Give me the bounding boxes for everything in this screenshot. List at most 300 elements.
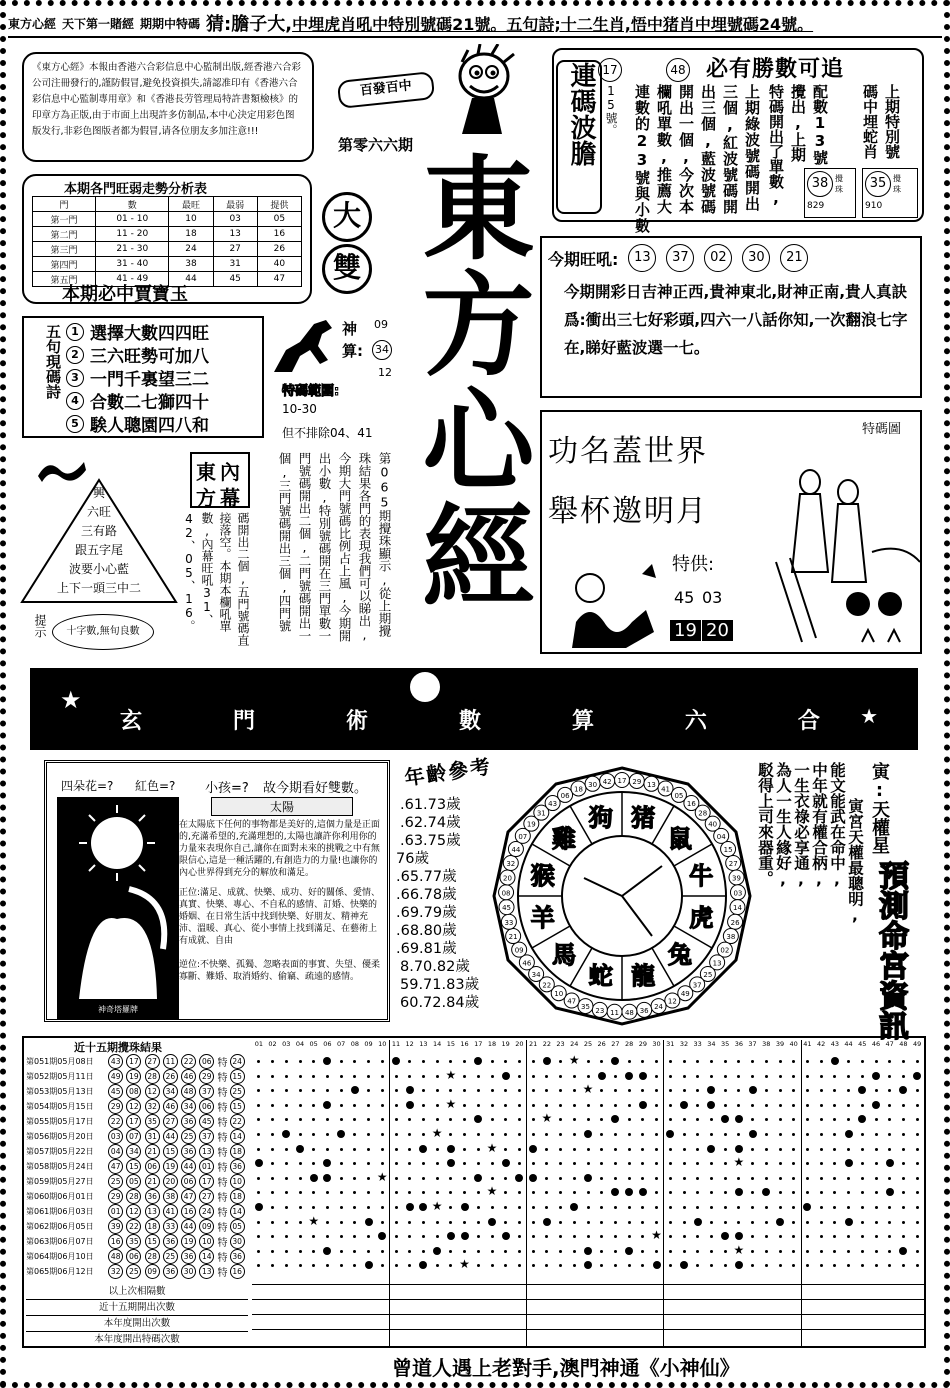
matrix-dot [806,1191,809,1194]
matrix-dot [765,1250,768,1253]
matrix-dot [655,1089,658,1092]
matrix-dot [861,1177,864,1180]
matrix-dot [559,1264,562,1267]
matrix-dot [861,1104,864,1107]
history-row [26,1174,248,1189]
tegong-number: 19 [670,620,701,641]
matrix-hit-mark [502,1159,510,1167]
matrix-dot [449,1118,452,1121]
lianma-col-4: 出三個,藍波號碼 [699,84,717,215]
header-bar [8,10,942,38]
lianma-col-3: 開出一個,今次本 [677,84,695,215]
matrix-dot [655,1177,658,1180]
matrix-dot [463,1250,466,1253]
matrix-dot [271,1191,274,1194]
matrix-dot [779,1075,782,1078]
history-ball: 36 [181,1144,196,1159]
matrix-dot [257,1104,260,1107]
analysis-offer: 40 [257,257,301,272]
history-ball: 29 [108,1099,123,1114]
matrix-dot [696,1191,699,1194]
matrix-column-number: 41 [803,1040,812,1048]
pyramid-lines [20,484,178,598]
banner-char: 六 [684,709,707,734]
zodiac-ring-number [721,842,736,857]
matrix-dot [779,1206,782,1209]
horse-icon [270,316,338,376]
matrix-column-number: 19 [501,1040,510,1048]
matrix-column-number: 31 [666,1040,675,1048]
tarot-negative [179,959,383,983]
matrix-dot [491,1118,494,1121]
matrix-dot [491,1089,494,1092]
matrix-dot [422,1235,425,1238]
matrix-dot [477,1089,480,1092]
matrix-dot [353,1118,356,1121]
gongming-line-2: 舉杯邀明月 [548,494,708,529]
matrix-dot [628,1177,631,1180]
history-ball: 36 [181,1249,196,1264]
matrix-dot [340,1075,343,1078]
matrix-dot [395,1089,398,1092]
history-ball: 25 [108,1174,123,1189]
matrix-column-number: 05 [309,1040,318,1048]
matrix-dot [669,1250,672,1253]
matrix-hit-mark [419,1203,427,1211]
matrix-dot [381,1075,384,1078]
history-ball: 27 [145,1054,160,1069]
matrix-dot [669,1104,672,1107]
matrix-dot [340,1104,343,1107]
matrix-dot [696,1104,699,1107]
history-special-label: 特 [217,1148,228,1159]
matrix-dot [257,1075,260,1078]
matrix-dot [395,1104,398,1107]
matrix-dot [504,1104,507,1107]
matrix-dot [861,1250,864,1253]
matrix-dot [477,1104,480,1107]
matrix-column-number: 38 [762,1040,771,1048]
matrix-dot [408,1221,411,1224]
matrix-dot [820,1075,823,1078]
matrix-dot [724,1221,727,1224]
poem-line [66,320,262,343]
matrix-column-number: 43 [830,1040,839,1048]
history-ball: 30 [181,1264,196,1279]
matrix-dot [326,1264,329,1267]
matrix-hit-mark [323,1174,331,1182]
ages-list [396,796,506,1012]
matrix-dot [861,1191,864,1194]
history-ball: 36 [145,1189,160,1204]
matrix-dot [751,1060,754,1063]
matrix-dot [271,1060,274,1063]
matrix-special-mark: ★ [541,1111,553,1126]
matrix-dot [257,1235,260,1238]
matrix-hit-mark [310,1174,318,1182]
matrix-dot [765,1221,768,1224]
history-ball: 36 [163,1264,178,1279]
sun-q2: 紅色=? [135,779,176,793]
matrix-hit-mark [543,1218,551,1226]
history-special-ball: 36 [230,1249,245,1264]
matrix-dot [408,1162,411,1165]
yin-head: 寅: [869,762,890,801]
tegong-number: 45 [674,588,695,607]
matrix-column-number: 34 [707,1040,716,1048]
matrix-dot [545,1104,548,1107]
matrix-column-number: 25 [583,1040,593,1048]
matrix-dot [724,1206,727,1209]
matrix-dot [655,1250,658,1253]
star-icon: ★ [860,704,878,728]
matrix-dot [559,1075,562,1078]
history-ball: 18 [145,1219,160,1234]
matrix-dot [532,1221,535,1224]
matrix-dot [532,1133,535,1136]
matrix-dot [875,1264,878,1267]
svg-text:17: 17 [617,777,627,785]
matrix-dot [271,1235,274,1238]
matrix-dot [902,1191,905,1194]
history-ball: 45 [108,1084,123,1099]
matrix-dot [669,1089,672,1092]
matrix-dot [271,1148,274,1151]
matrix-dot [669,1221,672,1224]
matrix-dot [395,1177,398,1180]
analysis-gate: 第四門 [33,257,96,272]
matrix-dot [532,1162,535,1165]
svg-text:43: 43 [548,800,558,809]
matrix-dot [340,1177,343,1180]
matrix-dot [463,1221,466,1224]
matrix-dot [532,1089,535,1092]
matrix-hit-mark [611,1115,619,1123]
poem-line [66,366,262,389]
matrix-dot [257,1089,260,1092]
matrix-dot [491,1264,494,1267]
matrix-dot [367,1235,370,1238]
pyramid-line: 波要小心藍 [68,562,129,576]
draw-ball-b-mini: 攪珠 [893,174,901,194]
analysis-range: 01 - 10 [96,212,169,227]
analysis-hot: 10 [169,212,213,227]
matrix-dot [326,1148,329,1151]
special-range: 10-30 [282,402,317,416]
history-special-label: 特 [217,1073,228,1084]
matrix-dot [861,1162,864,1165]
matrix-dot [477,1250,480,1253]
banner-char: 術 [345,709,368,734]
svg-text:21: 21 [508,933,518,942]
analysis-range: 21 - 30 [96,242,169,257]
matrix-hit-mark [584,1261,592,1269]
svg-text:32: 32 [506,859,516,868]
matrix-dot [833,1221,836,1224]
matrix-dot [587,1221,590,1224]
matrix-hit-mark [625,1072,633,1080]
zodiac-ring-number [726,855,741,870]
analysis-row [33,257,302,272]
matrix-hit-mark [735,1188,743,1196]
hot-ball: 30 [742,244,770,272]
matrix-dot [683,1221,686,1224]
matrix-dot [902,1060,905,1063]
matrix-special-mark: ★ [431,1126,443,1140]
matrix-dot [806,1162,809,1165]
matrix-hit-mark [611,1057,619,1065]
matrix-special-mark: ★ [733,1155,745,1170]
banner-chars [120,704,820,735]
history-ball: 12 [126,1204,141,1219]
matrix-hit-mark [735,1115,743,1123]
matrix-dot [792,1162,795,1165]
matrix-hit-mark [611,1188,619,1196]
matrix-dot [655,1206,658,1209]
matrix-dot [847,1089,850,1092]
matrix-dot [669,1075,672,1078]
matrix-hit-mark [735,1145,743,1153]
svg-text:06: 06 [560,791,570,800]
history-ball: 08 [126,1084,141,1099]
matrix-dot [655,1162,658,1165]
analysis-cold: 31 [213,257,257,272]
matrix-footer-row [252,1299,924,1315]
matrix-hit-mark [831,1057,839,1065]
poem-lines [66,320,262,435]
svg-text:26: 26 [730,918,740,927]
matrix-dot [422,1075,425,1078]
matrix-dot [916,1104,919,1107]
poem-line-text: 三六旺勢可加八 [90,347,209,367]
history-ball: 19 [126,1069,141,1084]
matrix-dot [367,1060,370,1063]
matrix-dot [381,1089,384,1092]
history-ball: 28 [145,1249,160,1264]
matrix-dot [737,1221,740,1224]
matrix-dot [436,1148,439,1151]
matrix-dot [367,1148,370,1151]
matrix-dot [408,1191,411,1194]
matrix-dot [724,1264,727,1267]
age-row: 60.72.84歲 [400,995,480,1011]
matrix-dot [916,1221,919,1224]
matrix-dot [875,1148,878,1151]
matrix-dot [353,1104,356,1107]
history-period: 第061期06月03日 [26,1207,94,1216]
matrix-hit-mark [474,1057,482,1065]
lianma-col-1: 連數的23號與小數 [633,84,651,234]
history-ball: 25 [163,1249,178,1264]
matrix-dot [641,1133,644,1136]
history-ball: 34 [163,1084,178,1099]
zodiac-ring-number [729,870,744,885]
dot-matrix [252,1040,924,1346]
matrix-column-number: 40 [789,1040,798,1048]
history-special-label: 特 [217,1088,228,1099]
matrix-dot [902,1221,905,1224]
matrix-dot [353,1221,356,1224]
history-ball: 15 [145,1234,160,1249]
matrix-hit-mark [625,1188,633,1196]
matrix-dot [737,1177,740,1180]
hot-text: 今期開彩日吉神正西,貴神東北,財神正南,貴人真訣爲:衝出三七好彩頭,四六一八話你知,一次翻浪七字在,睇好藍波選一七。 [564,283,908,357]
matrix-dot [518,1148,521,1151]
zodiac-ring-number [578,999,593,1014]
matrix-dot [285,1089,288,1092]
matrix-dot [504,1089,507,1092]
matrix-dot [628,1133,631,1136]
matrix-dot [257,1118,260,1121]
history-special-ball: 14 [230,1204,245,1219]
matrix-dot [395,1206,398,1209]
matrix-dot [312,1075,315,1078]
zodiac-ring-number [644,776,659,791]
matrix-dot [792,1104,795,1107]
matrix-dot [408,1250,411,1253]
matrix-dot [408,1118,411,1121]
matrix-hit-mark [529,1145,537,1153]
matrix-column-number: 33 [693,1040,702,1048]
analysis-header: 數 [96,197,169,212]
matrix-dot [518,1221,521,1224]
matrix-hit-mark [406,1203,414,1211]
svg-text:41: 41 [661,785,670,794]
matrix-dot [395,1191,398,1194]
matrix-dot [573,1075,576,1078]
sun-box [44,760,390,1022]
matrix-hit-mark [872,1101,880,1109]
matrix-dot [477,1221,480,1224]
matrix-dot [847,1177,850,1180]
matrix-dot [312,1235,315,1238]
yin-star: 天權星 [869,800,890,854]
matrix-dot [792,1250,795,1253]
history-ball: 25 [126,1264,141,1279]
age-row: .69.79歲 [396,905,457,921]
matrix-dot [436,1075,439,1078]
history-row [26,1234,248,1249]
matrix-dot [820,1264,823,1267]
matrix-hit-mark [323,1159,331,1167]
matrix-hit-mark [598,1072,606,1080]
matrix-dot [299,1089,302,1092]
history-special-ball: 30 [230,1234,245,1249]
matrix-dot [792,1060,795,1063]
matrix-dot [381,1104,384,1107]
matrix-dot [257,1191,260,1194]
history-row [26,1204,248,1219]
matrix-dot [916,1264,919,1267]
matrix-dot [820,1250,823,1253]
matrix-dot [271,1206,274,1209]
matrix-dot [559,1148,562,1151]
matrix-dot [463,1089,466,1092]
matrix-dot [587,1104,590,1107]
matrix-dot [669,1264,672,1267]
matrix-dot [641,1221,644,1224]
matrix-dot [779,1118,782,1121]
svg-text:15: 15 [723,846,733,855]
lianma-p4: 碼中埋蛇肖 [861,84,879,159]
poem-line [66,389,262,412]
tarot-positive-label: 正位: [179,888,201,898]
matrix-dot [573,1235,576,1238]
matrix-dot [655,1133,658,1136]
history-title: 近十五期攪珠結果 [74,1041,162,1054]
matrix-dot [669,1177,672,1180]
matrix-dot [806,1264,809,1267]
matrix-dot [641,1089,644,1092]
svg-text:31: 31 [536,809,546,818]
matrix-dot [655,1191,658,1194]
matrix-dot [545,1162,548,1165]
history-row [26,1189,248,1204]
zodiac-ring-number [500,870,515,885]
history-ball: 44 [181,1219,196,1234]
history-special-label: 特 [217,1058,228,1069]
history-special-ball: 16 [230,1264,245,1279]
matrix-dot [641,1118,644,1121]
history-special-ball: 25 [230,1084,245,1099]
matrix-dot [751,1177,754,1180]
matrix-dot [587,1162,590,1165]
zodiac-ring-number [651,999,666,1014]
yin-cols [756,762,864,1020]
matrix-dot [545,1148,548,1151]
matrix-dot [422,1104,425,1107]
matrix-hit-mark [886,1159,894,1167]
history-special-ball: 18 [230,1189,245,1204]
history-special-label: 特 [217,1193,228,1204]
draw-ball-a-mini: 攪珠 [835,174,843,194]
svg-text:34: 34 [531,970,541,979]
zodiac-animal: 牛 [689,861,714,890]
matrix-hit-mark [762,1188,770,1196]
poem-line-text: 騃人聰園四八和 [90,416,209,436]
poem-line-text: 選擇大數四四旺 [90,324,209,344]
matrix-special-mark: ★ [376,1169,388,1184]
matrix-dot [683,1235,686,1238]
matrix-dot [559,1221,562,1224]
matrix-hit-mark [858,1115,866,1123]
poem-line-number: 1 [66,323,84,341]
matrix-dot [875,1235,878,1238]
matrix-dot [299,1177,302,1180]
history-ball: 32 [108,1264,123,1279]
matrix-dot [532,1118,535,1121]
banner-char: 數 [458,709,481,734]
matrix-dot [614,1075,617,1078]
matrix-dot [518,1264,521,1267]
matrix-hit-mark [337,1130,345,1138]
matrix-dot [408,1264,411,1267]
analysis-cold: 45 [213,272,257,287]
matrix-column-number: 22 [542,1040,551,1048]
matrix-column-number: 26 [597,1040,606,1048]
gongming-line-1: 功名蓋世界 [548,434,708,469]
matrix-dot [271,1221,274,1224]
history-ball: 22 [181,1054,196,1069]
matrix-column-number: 37 [748,1040,757,1048]
matrix-dot [559,1133,562,1136]
analysis-range: 41 - 49 [96,272,169,287]
poem-line [66,412,262,435]
matrix-dot [820,1206,823,1209]
matrix-dot [792,1148,795,1151]
matrix-hit-mark [323,1101,331,1109]
analysis-range: 11 - 20 [96,227,169,242]
